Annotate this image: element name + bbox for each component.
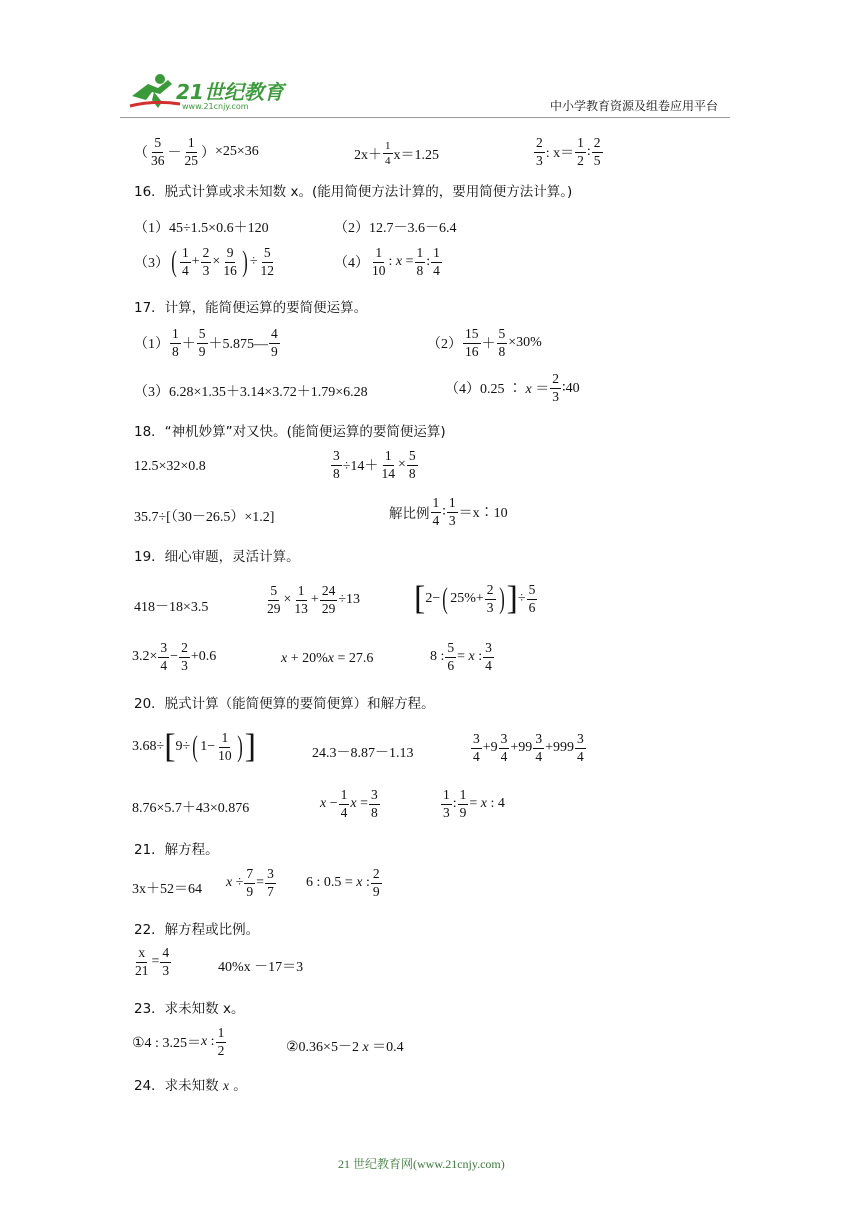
q18-item-a: 12.5×32×0.8	[134, 459, 206, 474]
expr-1c: $\frac{2}{3}$ : x＝ $\frac{1}{2}$ : $\frac{2}{5}$	[536, 135, 601, 168]
q21-item-a: 3x＋52＝64	[132, 882, 202, 897]
q20-item-b: 24.3－8.87－1.13	[312, 746, 414, 761]
q20-item-f: $\frac{1}{3}$ : $\frac{1}{9}$ = x : 4	[443, 787, 505, 820]
expr-1a-tail: ×25×36	[215, 144, 259, 160]
q17-item-1: （1） $\frac{1}{8}$ ＋ $\frac{5}{9}$ ＋5.875— $\frac{4}{9}$	[134, 326, 278, 359]
logo-subtext: www.21cnjy.com	[182, 102, 249, 111]
header-logo	[124, 70, 294, 115]
header-right-title: 中小学教育资源及组卷应用平台	[550, 99, 719, 113]
q23-item-a: ①4 : 3.25＝ x : $\frac{1}{2}$	[132, 1025, 225, 1058]
expr-1b: 2x＋ $\frac{1}{4}$ x＝1.25	[354, 140, 439, 168]
q21-item-b: x ÷ $\frac{7}{9}$ = $\frac{3}{7}$	[226, 866, 274, 899]
q19-item-c: [ 2− ( 25%+ $\frac{2}{3}$ ) ] ÷ $\frac{5}{6}$	[414, 580, 536, 617]
q19-item-d: 3.2× $\frac{3}{4}$ − $\frac{2}{3}$ +0.6	[132, 640, 217, 673]
q23-title: 23．求未知数 x。	[134, 1001, 245, 1017]
q20-item-d: 8.76×5.7＋43×0.876	[132, 801, 250, 816]
q18-item-d: 解比例 $\frac{1}{4}$ ∶ $\frac{1}{3}$ ＝x∶10	[389, 495, 508, 528]
q22-title: 22．解方程或比例。	[134, 922, 260, 938]
q17-item-4: （4）0.25 ∶ x ＝ $\frac{2}{3}$ ∶40	[445, 371, 580, 404]
header-divider	[120, 117, 730, 118]
q21-item-c: 6 : 0.5 = x : $\frac{2}{9}$	[306, 866, 380, 899]
q19-item-a: 418－18×3.5	[134, 600, 209, 615]
q20-item-c: $\frac{3}{4}$ +9 $\frac{3}{4}$ +99 $\frac{3}{4}$ +999 $\frac{3}{4}$	[473, 731, 584, 764]
q16-item-1: （1）45÷1.5×0.6＋120	[134, 221, 269, 236]
q16-item-2: （2）12.7－3.6－6.4	[334, 221, 457, 236]
q24-title: 24．求未知数 x 。	[134, 1078, 247, 1094]
q20-item-e: x − $\frac{1}{4}$ x = $\frac{3}{8}$	[320, 787, 378, 820]
q22-item-b: 40%x －17＝3	[218, 960, 304, 975]
q19-item-f: 8 : $\frac{5}{6}$ = x : $\frac{3}{4}$	[430, 640, 492, 673]
q19-title: 19．细心审题，灵活计算。	[134, 549, 300, 565]
q21-title: 21．解方程。	[134, 842, 219, 858]
q23-item-b: ②0.36×5－2 x ＝0.4	[286, 1040, 404, 1055]
q18-item-b: $\frac{3}{8}$ ÷14＋ $\frac{1}{14}$ × $\frac{5}{8}$	[333, 448, 416, 481]
q20-title: 20．脱式计算（能简便算的要简便算）和解方程。	[134, 696, 435, 712]
q16-title: 16．脱式计算或求未知数 x。(能用简便方法计算的，要用简便方法计算。)	[134, 184, 573, 200]
logo-text: 21世纪教育	[176, 80, 284, 104]
q22-item-a: $\frac{x}{21}$ = $\frac{4}{3}$	[135, 945, 170, 978]
q17-item-3: （3）6.28×1.35＋3.14×3.72＋1.79×6.28	[134, 385, 368, 400]
q19-item-e: x + 20%x = 27.6	[281, 651, 374, 666]
q18-title: 18．“神机妙算”对又快。(能简便运算的要简便运算)	[134, 424, 446, 440]
q18-item-c: 35.7÷[（30－26.5）×1.2]	[134, 510, 275, 525]
q17-title: 17．计算，能简便运算的要简便运算。	[134, 300, 368, 316]
q19-item-b: $\frac{5}{29}$ × $\frac{1}{13}$ + $\frac{24}{29}$ ÷13	[267, 583, 360, 616]
footer-text: 21 世纪教育网(www.21cnjy.com)	[338, 1157, 505, 1171]
q17-item-2: （2） $\frac{15}{16}$ ＋ $\frac{5}{8}$ ×30%	[427, 326, 542, 359]
q16-item-3: （3） ( $\frac{1}{4}$ + $\frac{2}{3}$ × $\frac{9}{16}$ ) ÷ $\frac{5}{12}$	[134, 245, 274, 279]
q20-item-a: 3.68÷ [ 9÷ ( 1− $\frac{1}{10}$ ) ]	[132, 728, 256, 765]
q16-item-4: （4） $\frac{1}{10}$ : x = $\frac{1}{8}$ : $\frac{1}{4}$	[334, 245, 440, 278]
expr-1a: （ $\frac{5}{36}$ － $\frac{1}{25}$ ） ×25×36	[134, 135, 259, 168]
